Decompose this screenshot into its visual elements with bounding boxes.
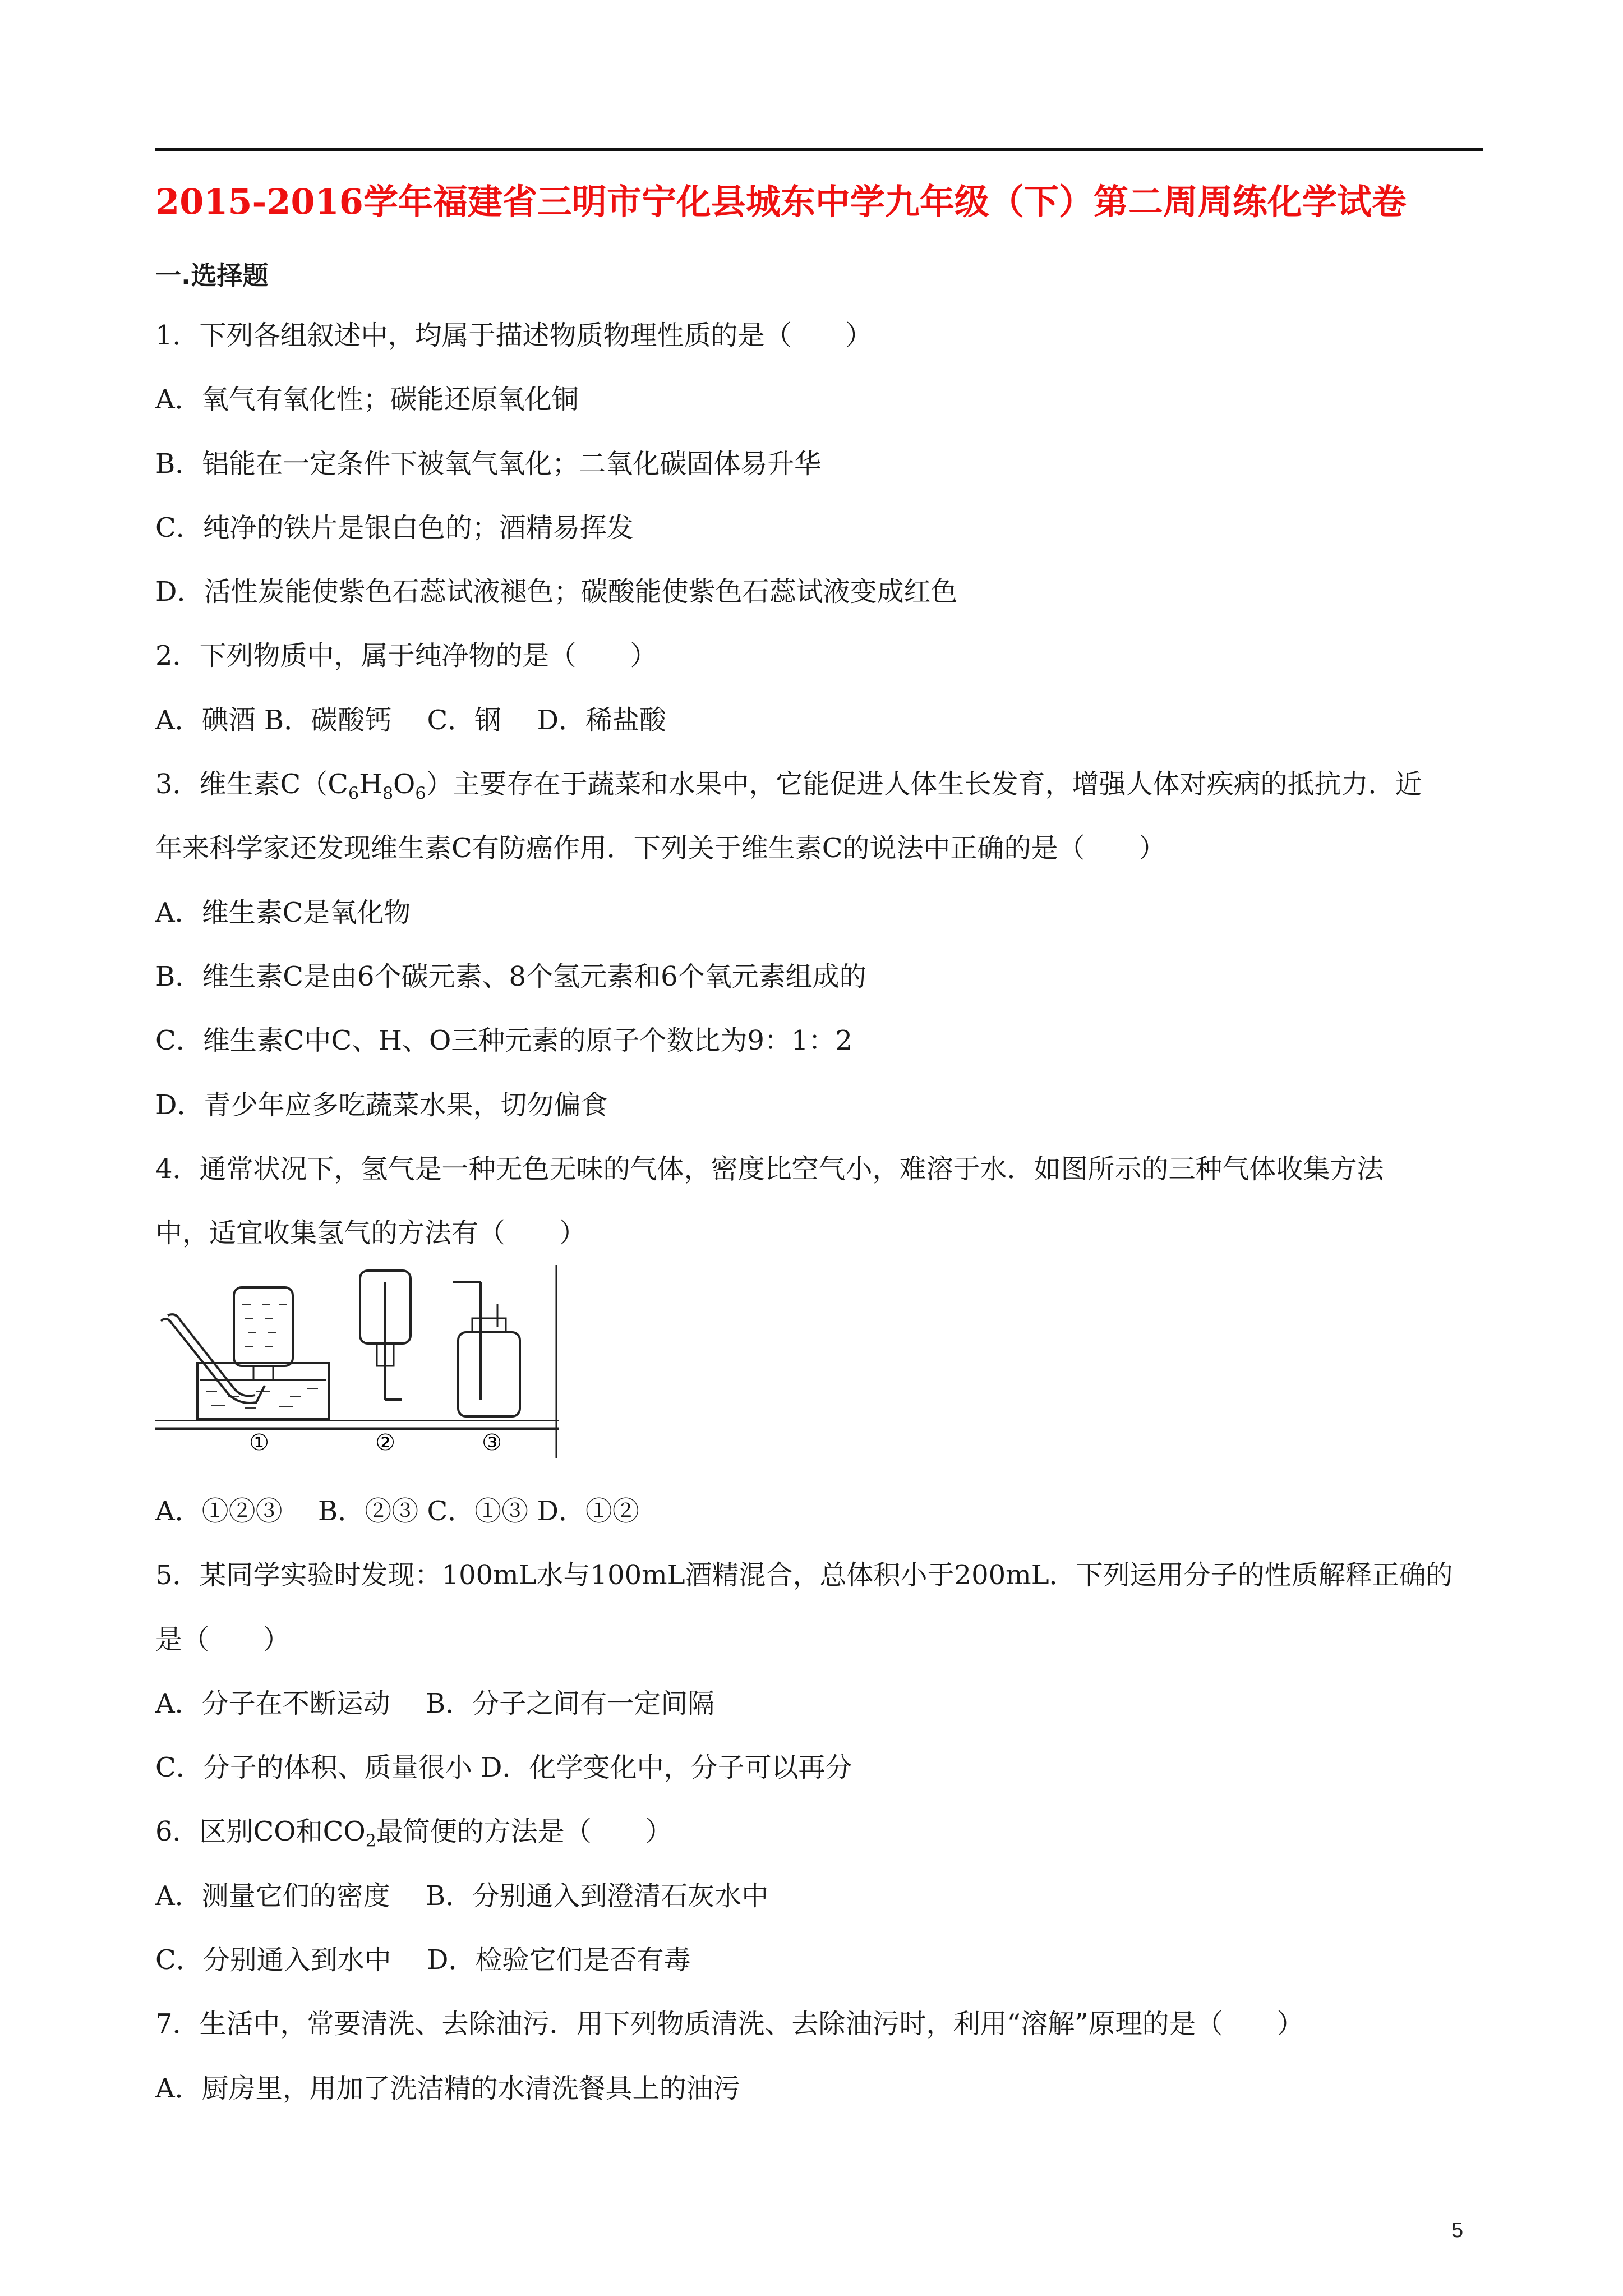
figure-label-1: ① bbox=[249, 1430, 269, 1456]
question-2: 2．下列物质中，属于纯净物的是（ ） bbox=[155, 640, 657, 671]
option-3c: C．维生素C中C、H、O三种元素的原子个数比为9：1：2 bbox=[155, 1025, 853, 1056]
question-6-suffix: 最简便的方法是（ ） bbox=[376, 1816, 672, 1847]
subscript-o: 6 bbox=[415, 784, 426, 804]
question-7: 7．生活中，常要清洗、去除油污．用下列物质清洗、去除油污时，利用“溶解”原理的是（ ） bbox=[155, 2008, 1304, 2040]
question-6 bbox=[155, 1815, 672, 1858]
options-6-ab: A．测量它们的密度 B．分别通入到澄清石灰水中 bbox=[155, 1880, 769, 1912]
option-1d: D．活性炭能使紫色石蕊试液褪色；碳酸能使紫色石蕊试液变成红色 bbox=[155, 576, 958, 608]
options-2: A．碘酒 B．碳酸钙 C．钢 D．稀盐酸 bbox=[155, 705, 666, 736]
subscript-c: 6 bbox=[348, 784, 359, 804]
water-displacement-apparatus bbox=[161, 1287, 329, 1419]
upward-air-apparatus bbox=[453, 1282, 520, 1416]
options-5-cd: C．分子的体积、质量很小 D．化学变化中，分子可以再分 bbox=[155, 1752, 852, 1783]
page-number: 5 bbox=[1451, 2219, 1464, 2242]
question-3-line-1 bbox=[155, 767, 1422, 811]
option-1a: A．氧气有氧化性；碳能还原氧化铜 bbox=[155, 384, 579, 415]
option-1b: B．铝能在一定条件下被氧气氧化；二氧化碳固体易升华 bbox=[155, 448, 822, 480]
option-3b: B．维生素C是由6个碳元素、8个氢元素和6个氧元素组成的 bbox=[155, 961, 866, 992]
question-4-line-2: 中，适宜收集氢气的方法有（ ） bbox=[155, 1217, 587, 1249]
formula-o: O bbox=[393, 769, 416, 800]
question-6-prefix: 6．区别CO和CO bbox=[155, 1816, 366, 1847]
subscript-h: 8 bbox=[382, 784, 394, 804]
section-heading: 一.选择题 bbox=[155, 260, 269, 291]
question-5-line-2: 是（ ） bbox=[155, 1624, 291, 1655]
question-3-suffix: ）主要存在于蔬菜和水果中，它能促进人体生长发育，增强人体对疾病的抵抗力．近 bbox=[426, 769, 1422, 800]
options-4: A．①②③ B．②③ C．①③ D．①② bbox=[155, 1496, 639, 1527]
subscript-co2: 2 bbox=[365, 1831, 376, 1851]
question-1: 1．下列各组叙述中，均属于描述物质物理性质的是（ ） bbox=[155, 320, 873, 351]
formula-h: H bbox=[359, 769, 382, 800]
option-3d: D．青少年应多吃蔬菜水果，切勿偏食 bbox=[155, 1089, 608, 1121]
figure-label-2: ② bbox=[375, 1430, 395, 1456]
options-5-ab: A．分子在不断运动 B．分子之间有一定间隔 bbox=[155, 1688, 715, 1719]
header-rule bbox=[155, 148, 1483, 151]
option-3a: A．维生素C是氧化物 bbox=[155, 897, 411, 928]
question-3-line-2: 年来科学家还发现维生素C有防癌作用．下列关于维生素C的说法中正确的是（ ） bbox=[155, 832, 1166, 864]
option-1c: C．纯净的铁片是银白色的；酒精易挥发 bbox=[155, 512, 634, 544]
question-5-line-1: 5．某同学实验时发现：100mL水与100mL酒精混合，总体积小于200mL．下列运用分子的性质解释正确的 bbox=[155, 1559, 1453, 1591]
downward-air-apparatus bbox=[360, 1271, 411, 1400]
gas-collection-figure bbox=[155, 1265, 559, 1458]
options-6-cd: C．分别通入到水中 D．检验它们是否有毒 bbox=[155, 1944, 691, 1976]
question-3-prefix: 3．维生素C（C bbox=[155, 769, 348, 800]
figure-label-3: ③ bbox=[482, 1430, 502, 1456]
question-4-line-1: 4．通常状况下，氢气是一种无色无味的气体，密度比空气小，难溶于水．如图所示的三种气体收集方法 bbox=[155, 1153, 1384, 1185]
exam-title: 2015-2016学年福建省三明市宁化县城东中学九年级（下）第二周周练化学试卷 bbox=[155, 181, 1407, 222]
option-7a: A．厨房里，用加了洗洁精的水清洗餐具上的油污 bbox=[155, 2073, 740, 2104]
